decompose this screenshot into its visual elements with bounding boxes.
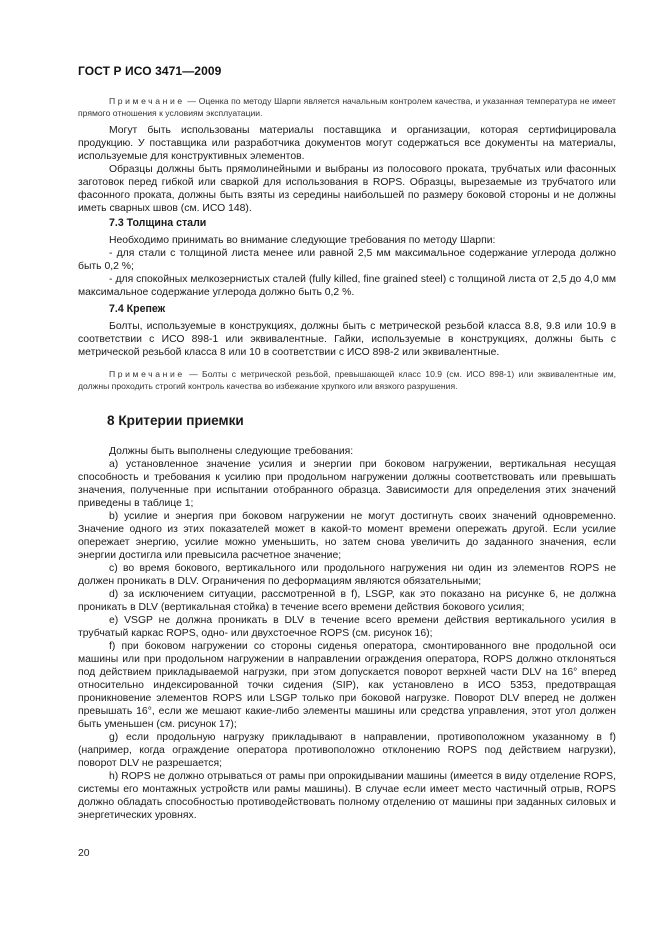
note-text: — Оценка по методу Шарпи является начальным контролем качества, и указанная температура не имеет прямого отношения к условиям эксплуатации.: [78, 96, 616, 118]
list-item: - для спокойных мелкозернистых сталей (fully killed, fine grained steel) с толщиной листа от 2,5 до 4,0 мм максимальное содержание углерода должно быть 0,2 %.: [78, 274, 616, 298]
paragraph: Образцы должны быть прямолинейными и выбраны из полосового проката, трубчатых или фасонных заготовок перед гибкой или сваркой для использования в ROPS. Образцы, вырезаемые из трубчатого или фасонного проката, должны быть взяты из середины наибольшей по размеру боковой стороны и не должны иметь сварных швов (см. ИСО 148).: [78, 164, 616, 214]
list-item-g: g) если продольную нагрузку прикладывают в направлении, противоположном указанному в f) (например, когда ограждение оператора противоположно отклонению ROPS под действием нагрузки), поворот DLV не разрешается;: [78, 732, 616, 769]
list-item: - для стали с толщиной листа менее или равной 2,5 мм максимальное содержание углерода должно быть 0,2 %;: [78, 248, 616, 272]
document-header: ГОСТ Р ИСО 3471—2009: [78, 64, 222, 78]
list-item-f: f) при боковом нагружении со стороны сиденья оператора, смонтированного вне продольной оси машины или при продольном нагружении в направлении ограждения оператора, ROPS должно отклоняться под действием прикладываемой нагрузки, при этом допускается поворот верхней части DLV на 16° вперед относительно индексированной точки сидения (SIP), как установлено в ИСО 5353, предотвращая проникновение элементов ROPS или LSGP только при боковой нагрузке. Поворот DLV вперед не должен превышать 16°, если же мешают какие-либо элементы машины или средства управления, этот угол должен быть уменьшен (см. рисунок 17);: [78, 641, 616, 730]
section-heading: 7.4 Крепеж: [109, 303, 166, 315]
section-7-3: [78, 217, 616, 299]
note-charpy: [78, 95, 616, 119]
note-text: — Болты с метрической резьбой, превышающей класс 10.9 (см. ИСО 898-1) или эквивалентные им, должны проходить строгий контроль качества во избежание хрупкого или вязкого разрушения.: [78, 369, 616, 391]
section-heading: 8 Критерии приемки: [107, 413, 244, 428]
paragraph: Необходимо принимать во внимание следующие требования по методу Шарпи:: [109, 235, 496, 246]
list-item-e: e) VSGP не должна проникать в DLV в течение всего времени действия вертикального усилия в трубчатый каркас ROPS, одно- или двухстоечное ROPS (см. рисунок 16);: [78, 615, 616, 639]
list-item-h: h) ROPS не должно отрываться от рамы при опрокидывании машины (имеется в виду отделение ROPS, системы его монтажных устройств или рамы машины). В случае если имеет место частичный отрыв, ROPS должно обладать способностью противодействовать полному отделению от машины при заданных силовых и энергетических уровнях.: [78, 771, 616, 821]
list-item-a: а) установленное значение усилия и энергии при боковом нагружении, вертикальная несущая способность и требования к усилию при продольном нагружении должны соответствовать или превышать значения, полученные при испытании отобранного образца. Зависимости для определения этих значений приведены в таблице 1;: [78, 459, 616, 509]
list-item-c: c) во время бокового, вертикального или продольного нагружения ни один из элементов ROPS не должен проникать в DLV. Ограничения по деформациям являются обязательными;: [78, 563, 616, 587]
paragraph: Должны быть выполнены следующие требования:: [109, 446, 354, 457]
section-8: [78, 413, 616, 822]
list-item-d: d) за исключением ситуации, рассмотренной в f), LSGP, как это показано на рисунке 6, не должна проникать в DLV (вертикальная стойка) в течение всего времени действия бокового усилия;: [78, 589, 616, 613]
list-item-b: b) усилие и энергия при боковом нагружении не могут достигнуть своих значений одновременно. Значение одного из этих показателей может в какой-то момент времени опережать другой. Если усилие опережает энергию, усилие можно уменьшить, но затем снова увеличить до заданного значения, если энергии достигла или превысила расчетное значение;: [78, 511, 616, 561]
paragraphs-materials: [78, 124, 616, 215]
section-7-4: [78, 303, 616, 392]
note-label: Примечание: [109, 369, 185, 379]
paragraph: Могут быть использованы материалы поставщика и организации, которая сертифицировала продукцию. У поставщика или разработчика документов могут содержаться все документы на материалы, используемые для конструктивных элементов.: [78, 125, 616, 162]
page-number: 20: [78, 848, 90, 859]
paragraph: Болты, используемые в конструкциях, должны быть с метрической резьбой класса 8.8, 9.8 или 10.9 в соответствии с ИСО 898-1 или эквивалентные. Гайки, используемые в конструкциях, должны быть с метрической резьбой класса 8 или 10 в соответствии с ИСО 898-2 или эквивалентные.: [78, 321, 616, 358]
section-heading: 7.3 Толщина стали: [109, 217, 207, 229]
note-label: Примечание: [109, 96, 185, 106]
